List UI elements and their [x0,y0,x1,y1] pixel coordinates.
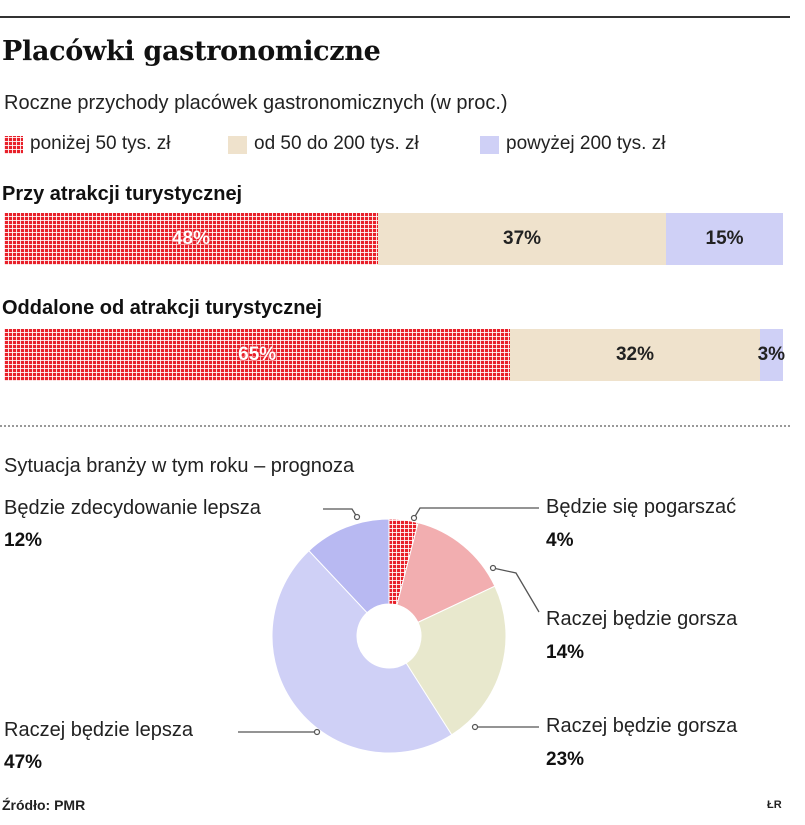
bar-value-label: 65% [238,344,277,365]
pie-title: Sytuacja branży w tym roku – prognoza [4,455,355,477]
bar-category-label: Przy atrakcji turystycznej [2,183,243,205]
source-note: Źródło: PMR [2,797,86,813]
chart-subtitle: Roczne przychody placówek gastronomicznych (w proc.) [4,92,508,114]
slice-value: 47% [4,752,43,773]
author-credit: ŁR [767,799,782,811]
leader-line [414,508,539,518]
slice-value: 23% [546,749,585,770]
chart-title: Placówki gastronomiczne [2,36,381,67]
leader-dot [412,516,417,521]
bar-value-label: 3% [757,344,786,365]
slice-label: Raczej będzie gorsza [546,608,738,630]
slice-label: Raczej będzie gorsza [546,715,738,737]
slice-label: Będzie zdecydowanie lepsza [4,497,261,519]
slice-label: Raczej będzie lepsza [4,719,193,741]
legend-label: poniżej 50 tys. zł [30,133,171,154]
leader-dot [473,725,478,730]
bar-value-label: 32% [615,344,654,365]
bar-category-label: Oddalone od atrakcji turystycznej [2,297,323,319]
slice-value: 4% [546,530,574,551]
bar-value-label: 48% [171,228,210,249]
leader-line [323,509,357,517]
slice-value: 12% [4,530,43,551]
pie-slices [272,519,506,753]
legend-label: od 50 do 200 tys. zł [254,133,419,154]
leader-dot [355,515,360,520]
bar-value-label: 37% [503,228,542,249]
bar-value-label: 15% [705,228,744,249]
legend-label: powyżej 200 tys. zł [506,133,666,154]
slice-value: 14% [546,642,585,663]
slice-label: Będzie się pogarszać [546,496,737,518]
leader-dot [491,566,496,571]
leader-dot [315,730,320,735]
